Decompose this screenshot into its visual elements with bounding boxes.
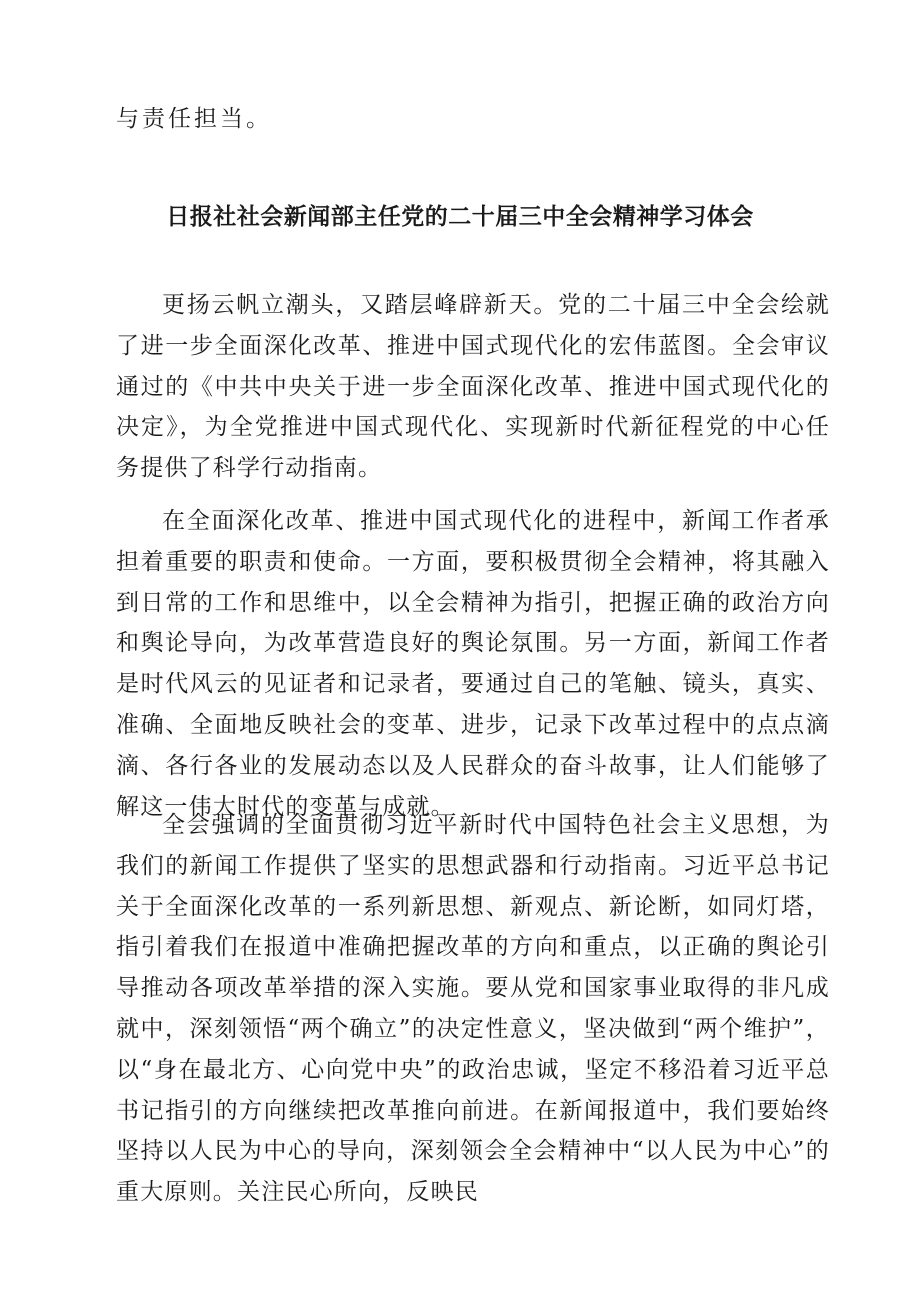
paragraph-1: 更扬云帆立潮头，又踏层峰辟新天。党的二十届三中全会绘就了进一步全面深化改革、推进中国式现代化的宏伟蓝图。全会审议通过的《中共中央关于进一步全面深化改革、推进中国式现代化的决定》，为全党推进中国式现代化、实现新时代新征程党的中心任务提供了科学行动指南。 (116, 292, 830, 482)
article-title: 日报社社会新闻部主任党的二十届三中全会精神学习体会 (166, 204, 754, 230)
paragraph-3: 全会强调的全面贯彻习近平新时代中国特色社会主义思想，为我们的新闻工作提供了坚实的思想武器和行动指南。习近平总书记关于全面深化改革的一系列新思想、新观点、新论断，如同灯塔，指引着我们在报道中准确把握改革的方向和重点，以正确的舆论引导推动各项改革举措的深入实施。要从党和国家事业取得的非凡成就中，深刻领悟“两个确立”的决定性意义，坚决做到“两个维护”，以“身在最北方、心向党中央”的政治忠诚，坚定不移沿着习近平总书记指引的方向继续把改革推向前进。在新闻报道中，我们要始终坚持以人民为中心的导向，深刻领会全会精神中“以人民为中心”的重大原则。关注民心所向，反映民 (116, 812, 830, 1206)
continuation-text: 与责任担当。 (116, 106, 272, 132)
paragraph-2: 在全面深化改革、推进中国式现代化的进程中，新闻工作者承担着重要的职责和使命。一方面，要积极贯彻全会精神，将其融入到日常的工作和思维中，以全会精神为指引，把握正确的政治方向和舆论导向，为改革营造良好的舆论氛围。另一方面，新闻工作者是时代风云的见证者和记录者，要通过自己的笔触、镜头，真实、准确、全面地反映社会的变革、进步，记录下改革过程中的点点滴滴、各行各业的发展动态以及人民群众的奋斗故事，让人们能够了解这一伟大时代的变革与成就。 (116, 508, 830, 820)
